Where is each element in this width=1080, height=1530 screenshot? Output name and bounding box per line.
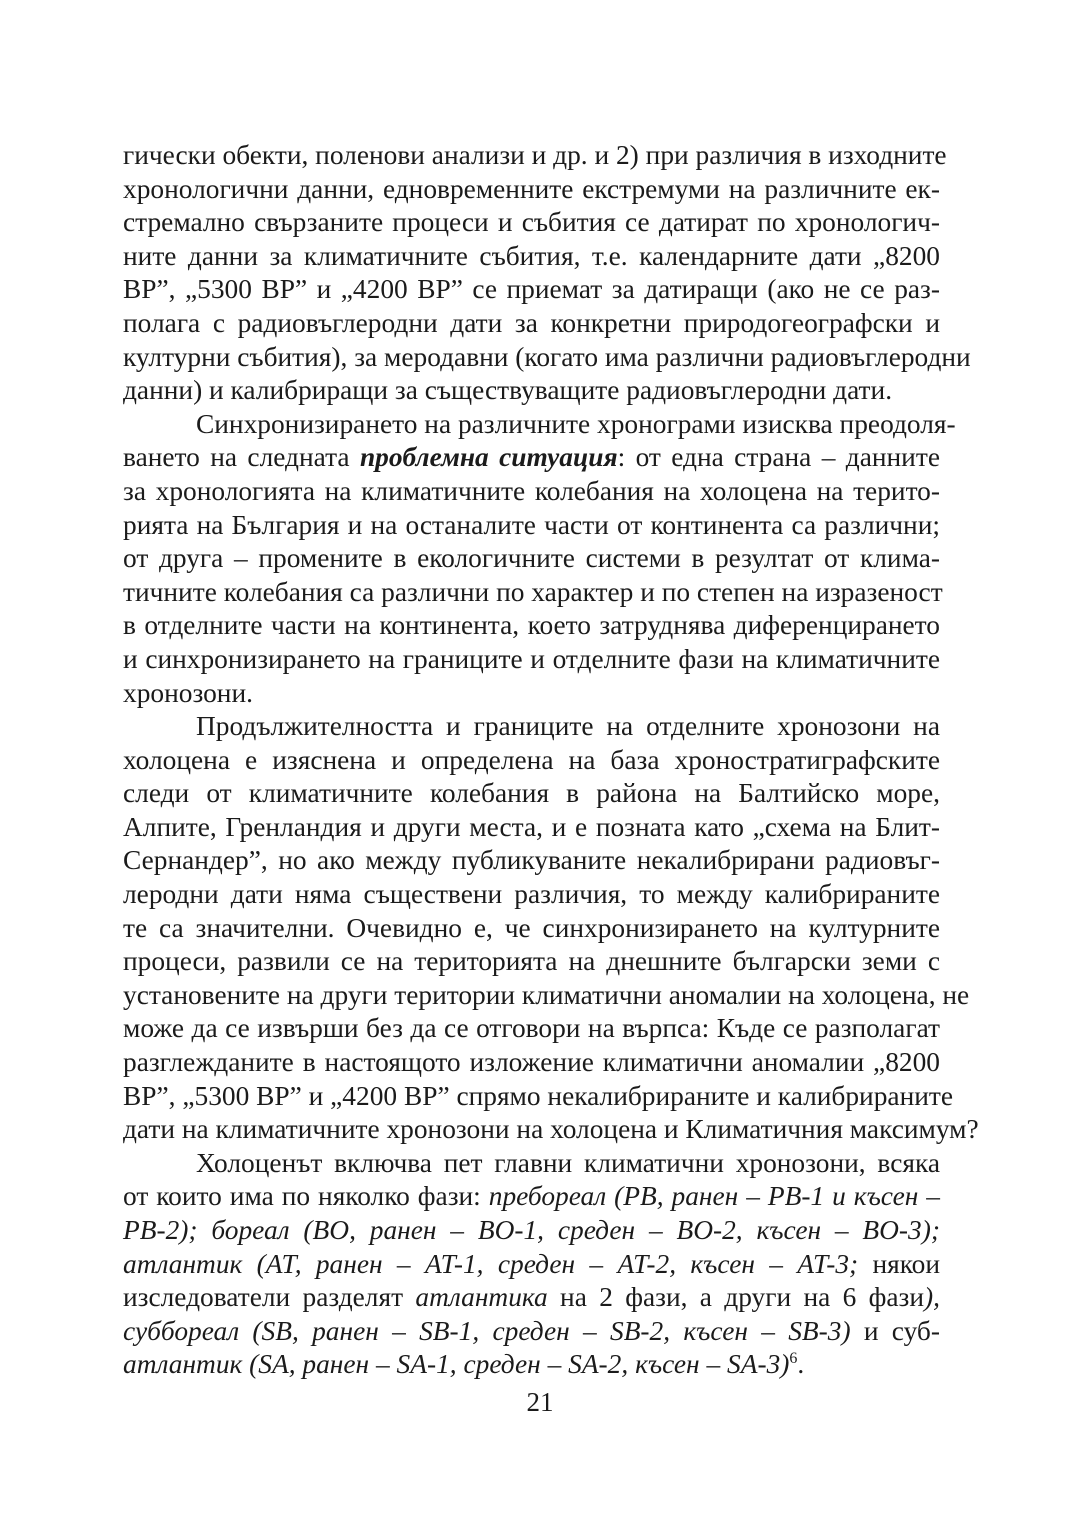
text-line: Холоценът включва пет главни климатични хронозони, всяка <box>196 1147 940 1178</box>
text-segment: . <box>797 1349 805 1380</box>
italic-segment: PB-2); бореал (BO, ранен – BO-1, среден – BO-2, късен – BO-3); <box>123 1215 940 1245</box>
text-line: и синхронизирането на границите и отделните фази на климатичните <box>123 643 940 674</box>
italic-segment: суббореал (SB, ранен – SB-1, среден – SB-2, късен – SB-3) <box>123 1315 851 1346</box>
text-line: BP”, „5300 BP” и „4200 BP” се приемат за датиращи (ако не се раз- <box>123 274 940 305</box>
text-line: Синхронизирането на различните хронограми изисква преодоля- <box>196 408 956 439</box>
text-segment: някои <box>858 1248 941 1279</box>
paragraph-3 <box>123 710 979 1147</box>
text-line: холоцена е изяснена и определена на база хроностратиграфските <box>123 744 940 775</box>
text-line: Продължителността и границите на отделните хронозони на <box>196 711 940 742</box>
paragraph-4 <box>123 1147 940 1382</box>
text-segment: и суб- <box>850 1315 940 1346</box>
text-segment: ването на следната <box>123 442 360 473</box>
text-line: леродни дати няма съществени различия, то между калибрираните <box>123 879 940 910</box>
text-line: дати на климатичните хронозони на холоцена и Климатичния максимум? <box>123 1114 979 1145</box>
italic-segment: ), <box>924 1282 940 1313</box>
text-line: хронологични данни, едновременните екстремуми на различните ек- <box>123 173 940 204</box>
text-line: Сернандер”, но ако между публикуваните некалибрирани радиовъг- <box>123 845 940 876</box>
page-body <box>123 139 979 1382</box>
emphasis-term: проблемна ситуация <box>359 442 618 473</box>
text-segment: : от една страна – данните <box>617 442 940 473</box>
text-line: разглежданите в настоящото изложение климатични аномалии „8200 <box>123 1047 940 1078</box>
text-line <box>123 1281 940 1315</box>
text-line: процеси, развили се на територията на днешните български земи с <box>123 946 940 977</box>
text-line: полага с радиовъглеродни дати за конкретни природогеографски и <box>123 307 940 338</box>
text-line: следи от климатичните колебания в района на Балтийско море, <box>123 778 940 809</box>
text-line <box>123 441 940 475</box>
paragraph-1 <box>123 139 971 408</box>
text-line: рията на България и на останалите части от континента са различни; <box>123 509 940 540</box>
italic-segment: пребореал (PB, ранен – PB-1 и късен – <box>488 1181 941 1212</box>
text-line <box>123 1315 940 1349</box>
text-line: в отделните части на континента, което затруднява диференцирането <box>123 610 940 641</box>
text-line: от друга – промените в екологичните системи в резултат от клима- <box>123 543 940 574</box>
paragraph-2 <box>123 408 956 710</box>
text-line: установените на други територии климатични аномалии на холоцена, не <box>123 979 970 1010</box>
italic-segment: атлантика <box>415 1282 548 1313</box>
italic-segment: атлантик (AT, ранен – AT-1, среден – AT-2, късен – AT-3; <box>123 1248 859 1279</box>
text-line: гически обекти, поленови анализи и др. и 2) при различия в изходните <box>123 140 947 170</box>
text-line <box>123 1248 940 1282</box>
text-line: ните данни за климатичните събития, т.е. календарните дати „8200 <box>123 240 940 271</box>
text-segment: изследователи разделят <box>123 1282 416 1313</box>
footnote-marker[interactable]: 6 <box>789 1350 798 1368</box>
text-segment: от които има по няколко фази: <box>123 1181 489 1212</box>
text-line <box>123 1214 940 1248</box>
page-number: 21 <box>526 1387 554 1417</box>
text-segment: на 2 фази, а други на 6 фази <box>547 1282 925 1313</box>
text-line: хронозони. <box>123 677 253 708</box>
text-line: стремално свързаните процеси и събития се датират по хронологич- <box>123 207 940 238</box>
text-line: данни) и калибриращи за съществуващите радиовъглеродни дати. <box>123 375 893 406</box>
italic-segment: атлантик (SA, ранен – SA-1, среден – SA-2, късен – SA-3) <box>123 1349 790 1380</box>
text-line: Алпите, Гренландия и други места, и е позната като „схема на Блит- <box>123 811 940 842</box>
text-line: културни събития), за меродавни (когато има различни радиовъглеродни <box>123 341 971 372</box>
text-line: те са значителни. Очевидно е, че синхронизирането на културните <box>123 912 940 943</box>
text-line: BP”, „5300 BP” и „4200 BP” спрямо некалибрираните и калибрираните <box>123 1080 954 1111</box>
text-line: тичните колебания са различни по характер и по степен на изразеност <box>123 576 943 607</box>
text-line <box>123 1180 940 1214</box>
text-line: за хронологията на климатичните колебания на холоцена на терито- <box>123 475 940 506</box>
text-line <box>123 1348 940 1382</box>
text-line: може да се извърши без да се отговори на върпса: Къде се разполагат <box>123 1013 940 1044</box>
